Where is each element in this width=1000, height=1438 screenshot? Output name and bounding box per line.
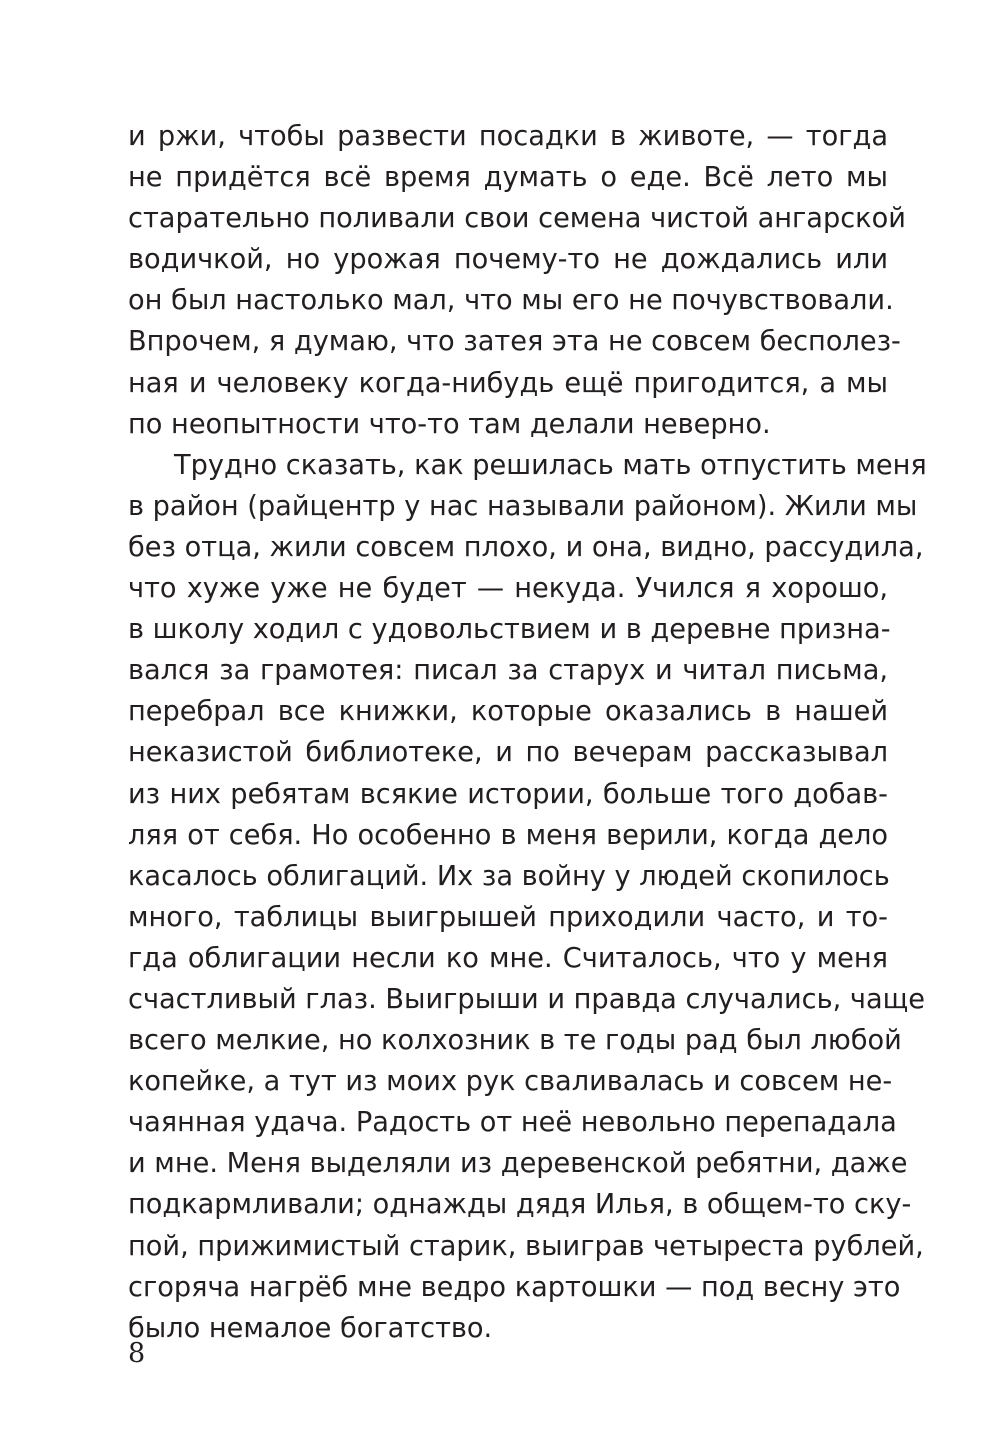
paragraph-2 xyxy=(128,445,927,1349)
text-line: пой, прижимистый старик, выиграв четыреста рублей, xyxy=(128,1230,924,1262)
text-line: сгоряча нагрёб мне ведро картошки — под весну это xyxy=(128,1271,901,1303)
text-line: в школу ходил с удовольствием и в деревне призна- xyxy=(128,614,891,646)
text-line: счастливый глаз. Выигрыши и правда случались, чаще xyxy=(128,983,925,1015)
text-line: старательно поливали свои семена чистой ангарской xyxy=(128,203,906,235)
text-line: чаянная удача. Радость от неё невольно перепадала xyxy=(128,1107,897,1139)
body-text xyxy=(128,116,927,1349)
text-line: всего мелкие, но колхозник в те годы рад был любой xyxy=(128,1025,902,1057)
text-line: ляя от себя. Но особенно в меня верили, когда дело xyxy=(128,819,888,851)
page-number: 8 xyxy=(128,1338,146,1369)
text-line: Трудно сказать, как решилась мать отпустить меня xyxy=(174,449,927,481)
text-line: много, таблицы выигрышей приходили часто, и то- xyxy=(128,901,888,933)
text-line: без отца, жили совсем плохо, и она, видно, рассудила, xyxy=(128,531,924,563)
text-line: водичкой, но урожая почему-то не дождались или xyxy=(128,244,888,276)
text-line: что хуже уже не будет — некуда. Учился я хорошо, xyxy=(128,573,888,605)
text-line: и ржи, чтобы развести посадки в животе, — тогда xyxy=(128,121,888,152)
text-line: неказистой библиотеке, и по вечерам рассказывал xyxy=(128,737,888,769)
text-line: было немалое богатство. xyxy=(128,1312,493,1344)
text-line: по неопытности что-то там делали неверно. xyxy=(128,408,771,440)
paragraph-1 xyxy=(128,116,906,445)
text-line: из них ребятам всякие истории, больше того добав- xyxy=(128,778,888,810)
text-line: ная и человеку когда-нибудь ещё пригодится, а мы xyxy=(128,367,888,399)
text-line: гда облигации несли ко мне. Считалось, что у меня xyxy=(128,942,888,974)
text-line: касалось облигаций. Их за войну у людей скопилось xyxy=(128,860,890,892)
text-line: копейке, а тут из моих рук сваливалась и совсем не- xyxy=(128,1066,893,1098)
text-line: перебрал все книжки, которые оказались в нашей xyxy=(128,696,888,728)
text-line: Впрочем, я думаю, что затея эта не совсем бесполез- xyxy=(128,326,901,358)
text-line: не придётся всё время думать о еде. Всё лето мы xyxy=(128,162,888,194)
text-line: и мне. Меня выделяли из деревенской ребятни, даже xyxy=(128,1148,908,1180)
text-line: в район (райцентр у нас называли районом). Жили мы xyxy=(128,490,918,522)
text-line: он был настолько мал, что мы его не почувствовали. xyxy=(128,285,894,317)
text-line: вался за грамотея: писал за старух и читал письма, xyxy=(128,655,888,687)
text-line: подкармливали; однажды дядя Илья, в общем-то ску- xyxy=(128,1189,912,1221)
